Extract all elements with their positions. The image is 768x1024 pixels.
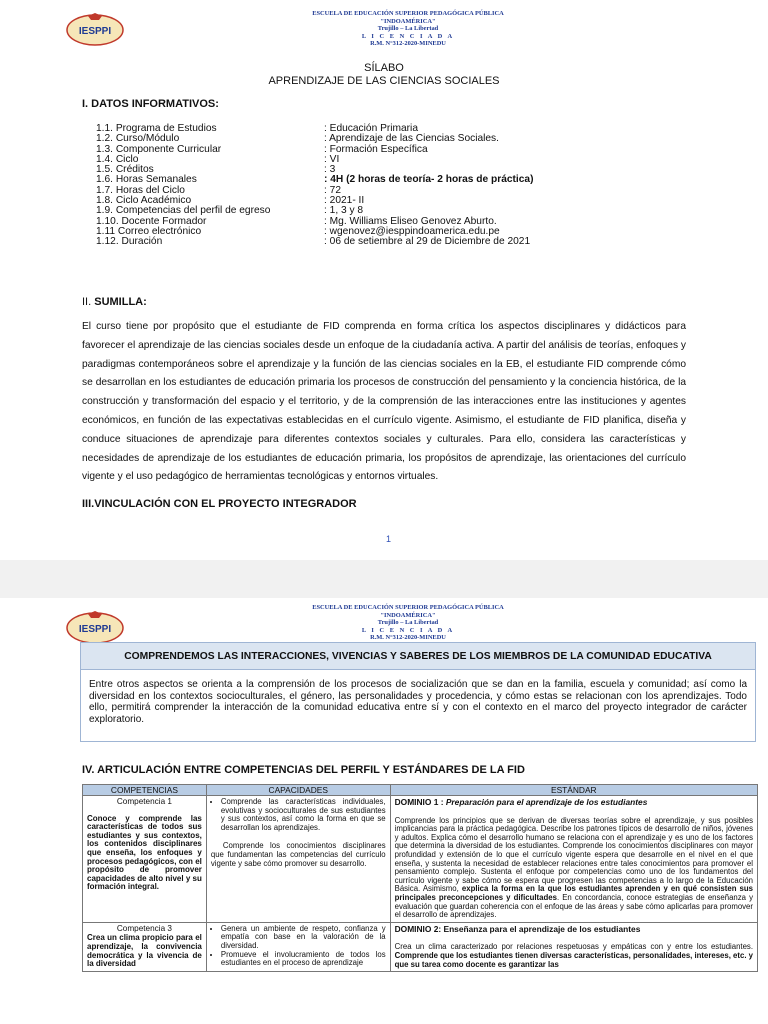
- info-key: 1.4. Ciclo: [96, 153, 139, 165]
- info-row: [96, 237, 696, 247]
- capacity-item: Comprende los conocimientos disciplinares que fundamentan las competencias del currículo vigente y sabe cómo promover su desarrollo.: [210, 841, 386, 868]
- info-key: 1.9. Competencias del perfil de egreso: [96, 205, 271, 217]
- page-2: [0, 598, 768, 1024]
- info-key: 1.12. Duración: [96, 236, 163, 248]
- standard-bold-text: explica la forma en la que los estudiantes aprenden y en qué consisten sus principales preconcepciones y dificultades: [394, 884, 753, 902]
- info-value: : 1, 3 y 8: [324, 205, 364, 217]
- info-value: : 3: [324, 164, 336, 176]
- section-2-title: SUMILLA:: [94, 296, 147, 308]
- inst2-line1: ESCUELA DE EDUCACIÓN SUPERIOR PEDAGÓGICA PÚBLICA: [312, 604, 504, 611]
- svg-text:IESPPI: IESPPI: [78, 624, 112, 635]
- info-value: : wgenovez@iesppindoamerica.edu.pe: [324, 225, 500, 237]
- col-header-capacidades: CAPACIDADES: [206, 785, 390, 796]
- inst-line1: ESCUELA DE EDUCACIÓN SUPERIOR PEDAGÓGICA PÚBLICA: [312, 10, 504, 17]
- section-4-heading: IV. ARTICULACIÓN ENTRE COMPETENCIAS DEL PERFIL Y ESTÁNDARES DE LA FID: [82, 764, 525, 776]
- info-key: 1.6. Horas Semanales: [96, 174, 197, 186]
- col-header-competencias: COMPETENCIAS: [83, 785, 207, 796]
- standard-cell: [390, 796, 757, 923]
- sumilla-paragraph: El curso tiene por propósito que el estudiante de FID comprenda en forma crítica los aspectos disciplinares y didácticos para favorecer el aprendizaje de las ciencias sociales desde un enfoque de la ciudadanía activa. A partir del análisis de teorías, enfoques y paradigmas contemporáneos sobre el aprendizaje y la función de las ciencias sociales en la EB, el estudiante FID comprende cómo se desarrollan en los estudiantes de educación primaria los procesos de construcción del pensamiento y la conciencia histórica, de la construcción y transformación del espacio y el territorio, y de la comprensión de las interacciones entre las instituciones y agentes económicos, en función de las expectativas establecidas en el currículo vigente. Asimismo, el estudiante de FID planifica, diseña y conduce situaciones de aprendizaje para diferentes contextos sociales y culturales. Para ello, considera las características y necesidades de aprendizaje de los estudiantes de educación primaria, los propósitos de aprendizaje, las orientaciones del currículo vigente y el uso pedagógico de herramientas tecnológicas y entornos virtuales.: [82, 321, 686, 483]
- info-value: : Educación Primaria: [324, 123, 418, 134]
- project-title-box: COMPRENDEMOS LAS INTERACCIONES, VIVENCIAS Y SABERES DE LOS MIEMBROS DE LA COMUNIDAD EDUCATIVA: [80, 642, 756, 670]
- info-key: 1.11 Correo electrónico: [96, 225, 202, 237]
- info-list: [96, 124, 696, 248]
- competency-title: Competencia 3: [116, 923, 172, 933]
- info-value: : Mg. Williams Eliseo Genovez Aburto.: [324, 215, 497, 227]
- info-key: 1.10. Docente Formador: [96, 215, 207, 227]
- info-row: [96, 145, 696, 155]
- info-value: : VI: [324, 153, 340, 165]
- capacity-item: • Genera un ambiente de respeto, confianza y empatía con base en la valoración de la diversidad.: [221, 925, 386, 951]
- inst2-line3: Trujillo – La Libertad: [377, 619, 439, 627]
- svg-text:IESPPI: IESPPI: [78, 26, 112, 37]
- institution-logo-2: [66, 610, 124, 644]
- standard-label: DOMINIO 1 :: [394, 797, 446, 807]
- capacity-cell: [206, 796, 390, 923]
- info-value: : 72: [324, 184, 341, 196]
- info-value: : Aprendizaje de las Ciencias Sociales.: [324, 133, 499, 145]
- info-key: 1.2. Curso/Módulo: [96, 133, 180, 145]
- section-1-heading: I. DATOS INFORMATIVOS:: [82, 98, 219, 110]
- competency-desc: Crea un clima propicio para el aprendizaje, la convivencia democrática y la vivencia de la diversidad: [87, 933, 202, 969]
- institution-header: [300, 10, 516, 48]
- standard-cell: [390, 922, 757, 971]
- section-3-heading: III.VINCULACIÓN CON EL PROYECTO INTEGRADOR: [82, 498, 357, 510]
- inst-line3: Trujillo – La Libertad: [377, 25, 439, 33]
- info-value: : 2021- II: [324, 195, 365, 207]
- page-gap: [0, 560, 768, 598]
- inst2-line4: L I C E N C I A D A: [361, 626, 455, 634]
- info-value: : 06 de setiembre al 29 de Diciembre de 2021: [324, 236, 531, 248]
- inst2-line2: "INDOAMÉRICA": [380, 611, 436, 619]
- inst2-line5: R.M. N°312-2020-MINEDU: [370, 634, 446, 642]
- capacity-item: • Comprende las características individuales, evolutivas y socioculturales de sus estudiantes y sus contextos, así como la forma en que se desarrollan los aprendizajes.: [221, 798, 386, 832]
- page-number: 1: [386, 534, 392, 544]
- institution-header-2: [300, 604, 516, 642]
- document-title: [0, 62, 768, 88]
- standard-body: [395, 943, 753, 969]
- institution-logo: [66, 12, 124, 46]
- inst-line4: L I C E N C I A D A: [361, 32, 455, 40]
- info-row: [96, 155, 696, 165]
- standard-text: Comprende los principios que se derivan de diversas teorías sobre el aprendizaje, y sus posibles implicancias para la práctica pedagógica. Describe los patrones típicos de desarrollo de niños, jóvenes y adultos. Explica cómo el desarrollo humano se relaciona con el aprendizaje y es uno de los factores que determina la diversidad de los estudiantes. Comprende los conocimientos disciplinares con mayor profundidad y extensión de lo que el currículo vigente espera que desarrolle en el nivel en el que enseña, y sustenta la necesidad de establecer relaciones entre tales conocimientos para promover el pensamiento complejo. Sustenta el enfoque por competencias como uno de los fundamentos del currículo vigente y sabe cómo se espera que progresen las competencias a lo largo de la Educación Básica. Asimismo,: [394, 815, 753, 894]
- standard-text: . En concordancia, conoce estrategias de enseñanza y evaluación que guardan coherencia con el enfoque de las áreas y sabe cómo aplicarlas para promover el desarrollo de aprendizajes.: [394, 892, 753, 920]
- info-key: 1.1. Programa de Estudios: [96, 123, 217, 134]
- col-header-estandar: ESTÁNDAR: [390, 785, 757, 796]
- competency-cell: [83, 796, 207, 923]
- standard-title: Preparación para el aprendizaje de los estudiantes: [445, 797, 648, 807]
- inst-line5: R.M. N°312-2020-MINEDU: [370, 40, 446, 48]
- section-2-heading: [82, 296, 147, 308]
- project-text-box: Entre otros aspectos se orienta a la comprensión de los procesos de socialización que se dan en la familia, escuela y comunidad; así como la diversidad en los contextos socioculturales, el género, las personalidades y procedencia, y cómo estas se relacionan con los aprendizajes. Todo ello, permitirá comprender la interacción de la comunidad educativa entre sí y con el contexto en el marco del proyecto integrador de carácter exploratorio.: [80, 670, 756, 742]
- standard-bold-text: Comprende que los estudiantes tienen diversas características, personalidades, intereses, etc. y que su tarea como docente es garantizar las: [394, 950, 753, 969]
- competency-desc: Conoce y comprende las características de todos sus estudiantes y sus contextos, los contenidos disciplinares que enseña, los enfoques y procesos pedagógicos, con el propósito de promover capacidades de alto nivel y su formación integral.: [87, 813, 202, 892]
- inst-line2: "INDOAMÉRICA": [380, 17, 436, 25]
- standard-body: [395, 817, 753, 920]
- standard-heading: DOMINIO 2: Enseñanza para el aprendizaje de los estudiantes: [394, 923, 641, 934]
- info-key: 1.8. Ciclo Académico: [96, 195, 192, 207]
- info-row: [96, 175, 696, 185]
- info-value: : 4H (2 horas de teoría- 2 horas de práctica): [324, 174, 534, 186]
- info-key: 1.3. Componente Curricular: [96, 143, 222, 155]
- competency-title: Competencia 1: [116, 797, 172, 806]
- info-value: : Formación Específica: [324, 143, 428, 155]
- standard-heading: [395, 798, 753, 807]
- standard-text: Crea un clima caracterizado por relaciones respetuosas y empáticas con y entre los estudiantes.: [394, 942, 753, 952]
- title-main: SÍLABO: [364, 62, 404, 74]
- title-sub: APRENDIZAJE DE LAS CIENCIAS SOCIALES: [268, 75, 500, 87]
- capacity-cell: [206, 922, 390, 971]
- capacity-item: • Promueve el involucramiento de todos los estudiantes en el proceso de aprendizaje: [221, 951, 386, 968]
- section-2-num: II.: [82, 296, 95, 308]
- table-row: [83, 796, 758, 923]
- table-row: [83, 922, 758, 971]
- info-key: 1.5. Créditos: [96, 164, 154, 176]
- competency-cell: [83, 922, 207, 971]
- info-key: 1.7. Horas del Ciclo: [96, 184, 185, 196]
- competencies-table: [82, 784, 758, 972]
